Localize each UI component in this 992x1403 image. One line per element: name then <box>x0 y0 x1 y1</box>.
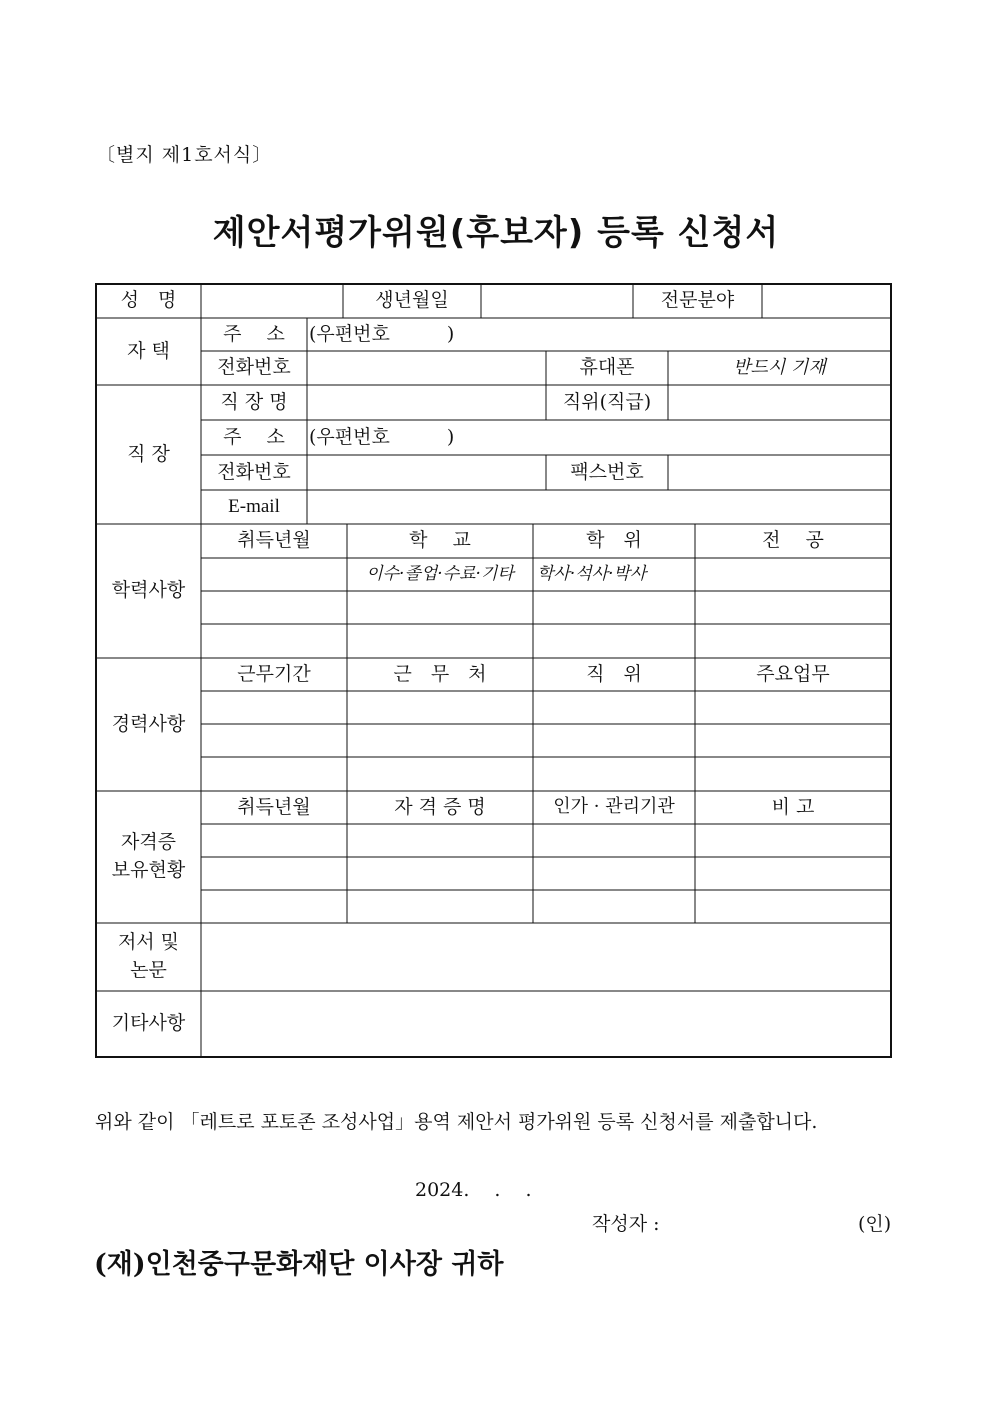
declaration-text: 위와 같이 「레트로 포토존 조성사업」용역 제안서 평가위원 등록 신청서를 제출합니다. <box>95 1111 818 1133</box>
career-header-period: 근무기간 <box>237 662 311 685</box>
education-header-degree: 학 위 <box>586 529 642 552</box>
home-phone-field[interactable] <box>307 351 546 385</box>
education-section-label: 학력사항 <box>111 579 186 602</box>
license-header-date: 취득년월 <box>237 795 311 818</box>
other-notes-field[interactable] <box>201 991 891 1057</box>
work-address-label: 주 소 <box>223 425 285 448</box>
career-header-position: 직 위 <box>586 662 642 685</box>
company-name-field[interactable] <box>307 385 546 420</box>
author-label: 작성자 : <box>592 1213 660 1235</box>
document-title: 제안서평가위원(후보자) 등록 신청서 <box>212 213 780 253</box>
license-section-label <box>96 791 201 923</box>
other-notes-label: 기타사항 <box>111 1012 186 1035</box>
birthdate-field[interactable] <box>481 284 633 318</box>
work-phone-field[interactable] <box>307 455 546 490</box>
work-phone-label: 전화번호 <box>217 460 291 483</box>
fax-field[interactable] <box>668 455 891 490</box>
career-header-duties: 주요업무 <box>756 662 830 685</box>
home-address-field[interactable]: (우편번호 ) <box>309 322 455 345</box>
education-school-hint[interactable]: 이수·졸업·수료·기타 <box>366 564 514 585</box>
submission-date: 2024. . . <box>415 1179 532 1201</box>
license-label-line2: 보유현황 <box>111 859 186 881</box>
name-label: 성 명 <box>120 289 177 312</box>
home-address-label: 주 소 <box>223 322 285 345</box>
name-field[interactable] <box>201 284 343 318</box>
education-header-date: 취득년월 <box>237 529 311 552</box>
specialty-field[interactable] <box>762 284 891 318</box>
education-header-school: 학 교 <box>409 529 471 552</box>
publications-label <box>96 923 201 991</box>
form-number-label: 〔별지 제1호서식〕 <box>96 144 273 166</box>
position-field[interactable] <box>668 385 891 420</box>
email-field[interactable] <box>307 490 891 524</box>
career-header-workplace: 근 무 처 <box>393 662 487 685</box>
license-header-remarks: 비 고 <box>771 795 815 818</box>
publications-label-line1: 저서 및 <box>117 931 180 954</box>
mobile-label: 휴대폰 <box>579 356 635 379</box>
mobile-field[interactable]: 반드시 기재 <box>733 356 826 378</box>
education-header-major: 전 공 <box>762 529 824 552</box>
email-label: E-mail <box>228 496 280 518</box>
career-section-label: 경력사항 <box>111 712 186 735</box>
work-section-label: 직 장 <box>127 442 170 465</box>
license-header-issuer: 인가 · 관리기관 <box>553 796 675 818</box>
addressee: (재)인천중구문화재단 이사장 귀하 <box>94 1249 504 1280</box>
license-label-line1: 자격증 <box>120 831 177 854</box>
seal-mark: (인) <box>858 1213 892 1235</box>
education-degree-hint[interactable]: 학사·석사·박사 <box>537 564 647 585</box>
company-name-label: 직 장 명 <box>220 390 288 413</box>
publications-label-line2: 논문 <box>130 959 167 981</box>
position-label: 직위(직급) <box>562 390 652 413</box>
publications-field[interactable] <box>201 923 891 991</box>
birthdate-label: 생년월일 <box>375 289 449 312</box>
work-address-field[interactable]: (우편번호 ) <box>309 425 455 448</box>
fax-label: 팩스번호 <box>570 460 644 483</box>
license-header-name: 자 격 증 명 <box>394 795 486 818</box>
home-phone-label: 전화번호 <box>217 356 291 379</box>
specialty-label: 전문분야 <box>660 289 735 312</box>
home-section-label: 자 택 <box>127 339 170 362</box>
